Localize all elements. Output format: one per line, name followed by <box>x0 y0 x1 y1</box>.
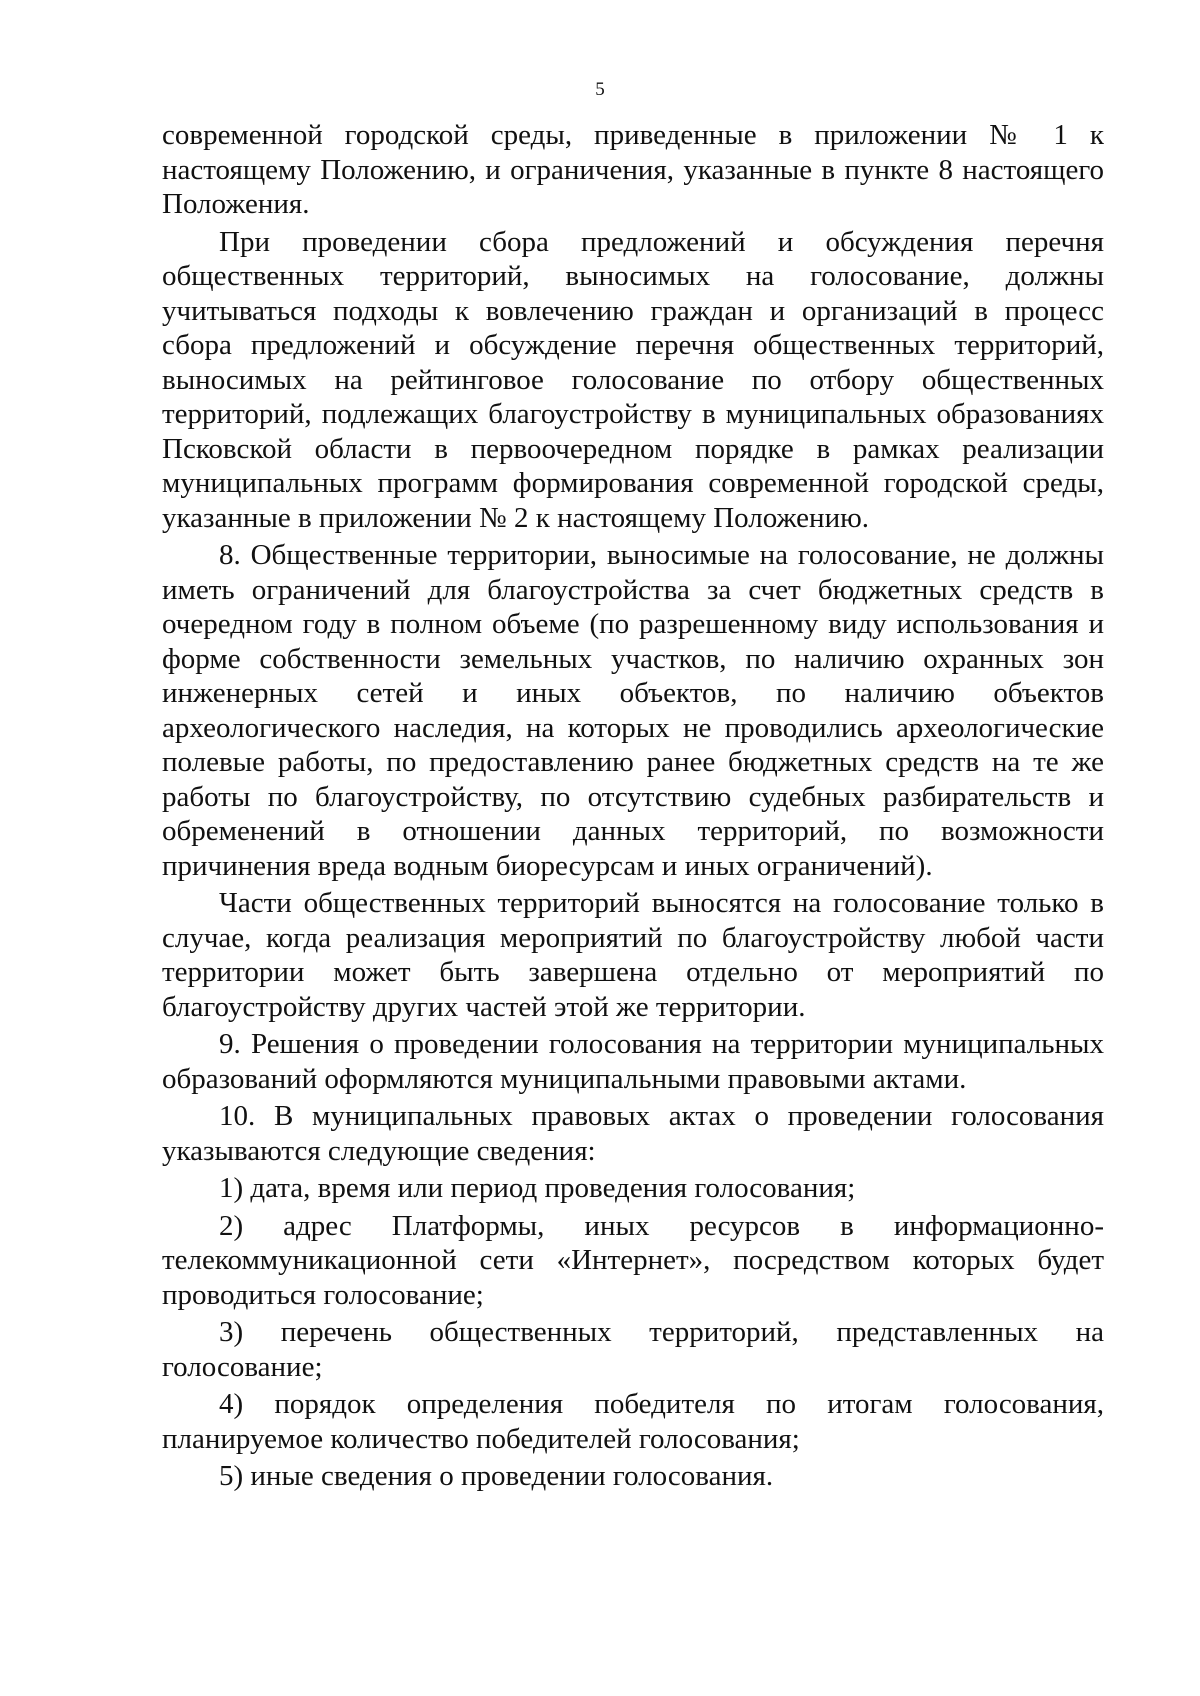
list-item-2: 2) адрес Платформы, иных ресурсов в информационно-телекоммуникационной сети «Интернет», посредством которых будет проводиться голосование; <box>162 1209 1104 1311</box>
document-body <box>162 118 1104 1494</box>
paragraph-item-10: 10. В муниципальных правовых актах о проведении голосования указываются следующие сведения: <box>162 1100 1104 1167</box>
paragraph-proposals-collection: При проведении сбора предложений и обсуждения перечня общественных территорий, выносимых на голосование, должны учитываться подходы к вовлечению граждан и организаций в процесс сбора предложений и обсуждение перечня общественных территорий, выносимых на рейтинговое голосование по отбору общественных территорий, подлежащих благоустройству в муниципальных образованиях Псковской области в первоочередном порядке в рамках реализации муниципальных программ формирования современной городской среды, указанные в приложении № 2 к настоящему Положению. <box>162 225 1104 534</box>
list-item-5: 5) иные сведения о проведении голосования. <box>219 1460 774 1492</box>
paragraph-territory-parts: Части общественных территорий выносятся на голосование только в случае, когда реализация мероприятий по благоустройству любой части территории может быть завершена отдельно от мероприятий по благоустройству других частей этой же территории. <box>162 887 1104 1023</box>
paragraph-continuation: современной городской среды, приведенные в приложении № 1 к настоящему Положению, и ограничения, указанные в пункте 8 настоящего Положения. <box>162 119 1104 220</box>
list-item-1: 1) дата, время или период проведения голосования; <box>219 1172 856 1204</box>
list-item-4: 4) порядок определения победителя по итогам голосования, планируемое количество победителей голосования; <box>162 1388 1104 1455</box>
paragraph-item-9: 9. Решения о проведении голосования на территории муниципальных образований оформляются муниципальными правовыми актами. <box>162 1028 1104 1095</box>
paragraph-item-8: 8. Общественные территории, выносимые на голосование, не должны иметь ограничений для благоустройства за счет бюджетных средств в очередном году в полном объеме (по разрешенному виду использования и форме собственности земельных участков, по наличию охранных зон инженерных сетей и иных объектов, по наличию объектов археологического наследия, на которых не проводились археологические полевые работы, по предоставлению ранее бюджетных средств на те же работы по благоустройству, по отсутствию судебных разбирательств и обременений в отношении данных территорий, по возможности причинения вреда водным биоресурсам и иных ограничений). <box>162 539 1104 882</box>
page-number: 5 <box>595 79 605 100</box>
list-item-3: 3) перечень общественных территорий, представленных на голосование; <box>162 1316 1104 1383</box>
